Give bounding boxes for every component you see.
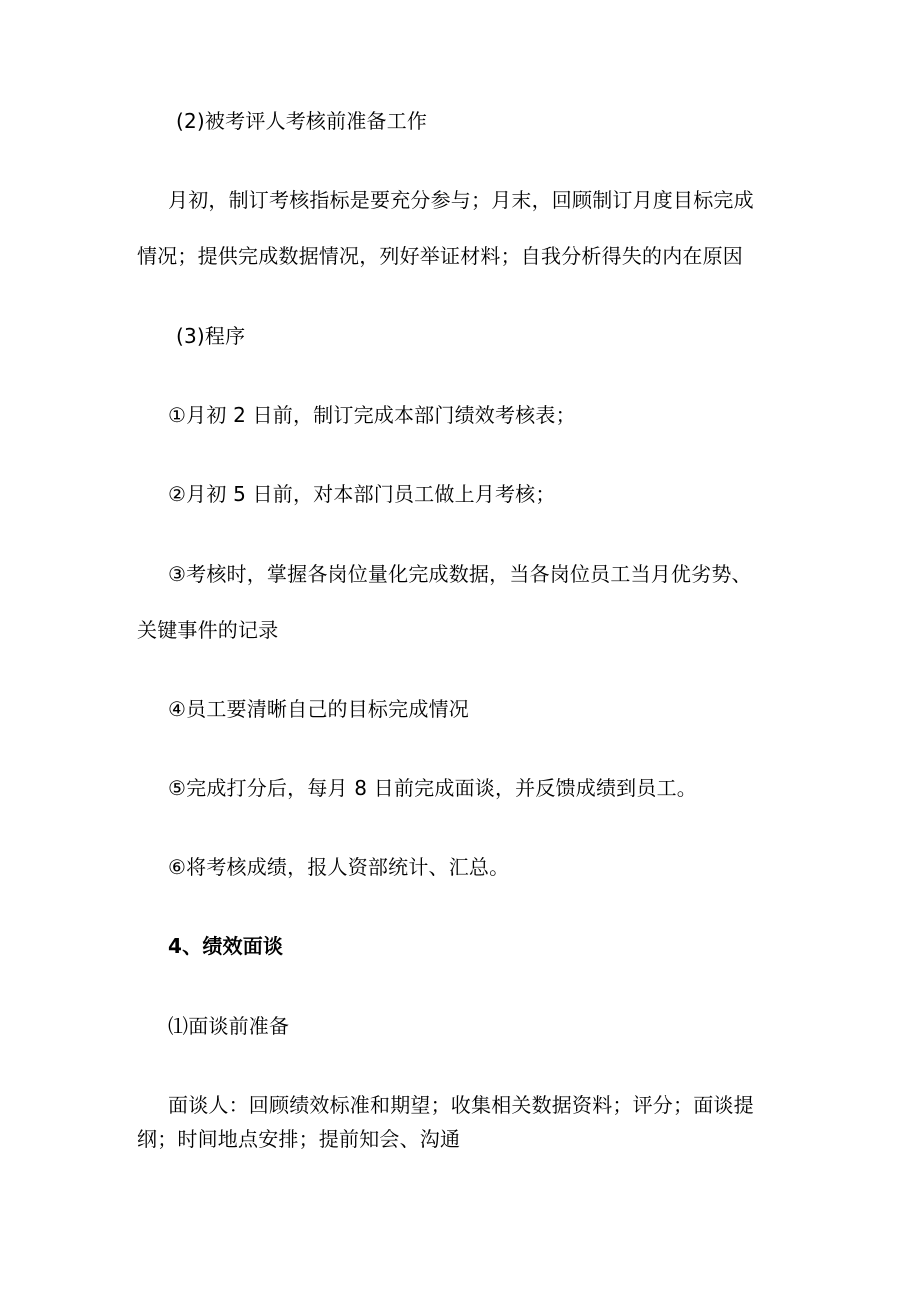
step-item: ①月初 2 日前，制订完成本部门绩效考核表； [168,403,576,427]
step-item: ⑤完成打分后，每月 8 日前完成面谈，并反馈成绩到员工。 [168,776,697,800]
step-item: ⑥将考核成绩，报人资部统计、汇总。 [168,855,510,879]
step-item: ②月初 5 日前，对本部门员工做上月考核； [168,482,556,506]
paragraph-line: 情况；提供完成数据情况，列好举证材料；自我分析得失的内在原因 [137,244,743,268]
paragraph-line: 月初，制订考核指标是要充分参与；月末，回顾制订月度目标完成 [168,188,754,212]
step-item-continuation: 关键事件的记录 [137,618,279,642]
subheading-evaluatee-preparation: (2)被考评人考核前准备工作 [176,109,428,133]
paragraph-line: 面谈人：回顾绩效标准和期望；收集相关数据资料；评分；面谈提 [168,1093,754,1117]
step-item: ④员工要清晰自己的目标完成情况 [168,697,469,721]
step-item: ③考核时，掌握各岗位量化完成数据，当各岗位员工当月优劣势、 [168,562,752,586]
subheading-procedure: (3)程序 [176,324,246,348]
section-title: 4、绩效面谈 [168,934,284,958]
paragraph-line: 纲；时间地点安排；提前知会、沟通 [137,1127,461,1151]
subheading-interview-preparation: ⑴面谈前准备 [168,1014,290,1038]
